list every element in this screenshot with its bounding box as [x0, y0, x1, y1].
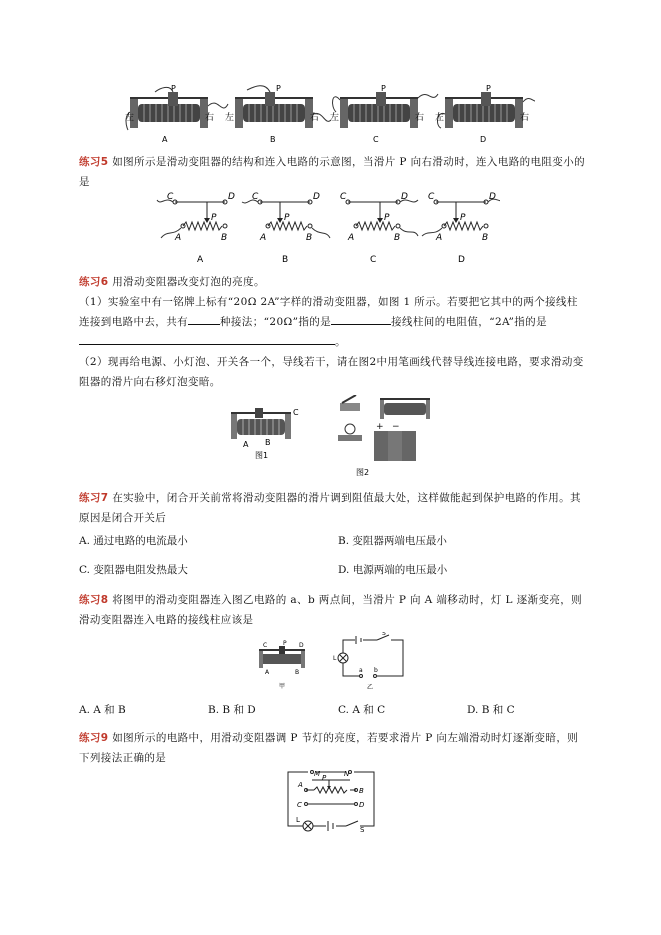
ex5-c-terminal-b: B	[394, 233, 401, 243]
exercise-6-label: 练习6	[79, 276, 109, 288]
bulb-icon	[338, 424, 362, 441]
exercise-7-label: 练习7	[79, 492, 109, 504]
ex9-label-b: B	[359, 787, 364, 795]
ex8-caption-yi: 乙	[367, 684, 374, 691]
ex5-option-d: D	[458, 255, 465, 265]
ex8-label-c: C	[263, 642, 268, 649]
top-right-label-b: 右	[310, 113, 320, 123]
ex6-q1-part-c: 接线柱间的电阻值，“2A”指的是	[391, 316, 547, 328]
top-option-c: C	[373, 135, 379, 144]
ex9-label-n: N	[344, 770, 350, 778]
ex5-d-p: P	[460, 213, 466, 223]
ex8-label-s: S	[382, 632, 386, 637]
ex5-c-terminal-d: D	[401, 192, 408, 202]
exercise-9-label: 练习9	[79, 732, 109, 744]
ex7-option-b[interactable]: B. 变阻器两端电压最小	[338, 535, 447, 547]
ex6-q1-part-a: （1）实验室中有一铭牌上标有“20Ω 2A”字样的滑动变阻器，如图 1 所示。若要把它其中的两个接线柱连接到电路中去，共有	[79, 296, 578, 328]
ex5-option-c: C	[370, 255, 377, 265]
ex8-label-l: L	[333, 655, 337, 662]
ex5-c-terminal-a: A	[348, 233, 355, 243]
ex9-label-s: S	[360, 826, 365, 834]
top-left-label-d: 左	[435, 113, 445, 123]
exercise-9-question: 如图所示的电路中，用滑动变阻器调 P 节灯的亮度，若要求滑片 P 向左端滑动时灯逐渐变暗，则下列接法正确的是	[79, 732, 579, 764]
exercise-7-text	[79, 488, 587, 528]
ex8-option-d[interactable]: D. B 和 C	[467, 704, 515, 716]
ex6-figure-1	[225, 405, 305, 460]
exercise-5-label: 练习5	[79, 156, 109, 168]
ex6-blank-2[interactable]	[331, 312, 391, 325]
ex8-label-p: P	[283, 640, 287, 647]
top-p-label-a: P	[171, 84, 176, 93]
ex9-label-m: M	[314, 770, 321, 778]
ex6-fig1-caption: 图1	[255, 451, 269, 460]
top-option-a: A	[162, 135, 168, 144]
ex8-label-b-lower: b	[374, 667, 378, 674]
exercise-5-question: 如图所示是滑动变阻器的结构和连入电路的示意图，当滑片 P 向右滑动时，连入电路的电阻变小的是	[79, 156, 585, 188]
ex5-d-terminal-d: D	[489, 192, 496, 202]
ex5-a-p: P	[211, 213, 217, 223]
exercise-8-question: 将图甲的滑动变阻器连入图乙电路的 a、b 两点间，当滑片 P 向 A 端移动时，灯 L 逐渐变亮，则滑动变阻器连入电路的接线柱应该是	[79, 594, 583, 626]
top-option-b: B	[270, 135, 276, 144]
ex6-fig1-label-c: C	[293, 408, 299, 417]
ex5-b-terminal-c: C	[252, 192, 259, 202]
ex5-b-terminal-a: A	[260, 233, 267, 243]
ex7-option-c[interactable]: C. 变阻器电阻发热最大	[79, 564, 188, 576]
ex5-b-terminal-b: B	[306, 233, 313, 243]
ex8-label-a-lower: a	[359, 667, 363, 674]
exercise-8-label: 练习8	[79, 594, 109, 606]
battery-icon	[374, 422, 416, 461]
ex5-diagram-a	[157, 192, 235, 265]
ex5-a-terminal-a: A	[175, 233, 182, 243]
top-p-label-c: P	[381, 84, 386, 93]
ex8-caption-jia: 甲	[279, 683, 286, 690]
ex8-label-d: D	[299, 642, 304, 649]
ex8-circuit-yi	[333, 632, 403, 691]
ex8-option-b[interactable]: B. B 和 D	[208, 704, 256, 716]
ex9-label-c: C	[297, 801, 302, 809]
exercise-8-text	[79, 590, 587, 630]
ex5-diagram-c	[340, 192, 418, 265]
exercise-5-figure	[150, 192, 500, 267]
ex9-label-p: P	[322, 774, 327, 782]
ex9-circuit-figure	[282, 766, 382, 834]
ex6-blank-1[interactable]	[188, 312, 220, 325]
ex5-a-terminal-c: C	[167, 192, 174, 202]
ex5-a-terminal-d: D	[228, 192, 235, 202]
exercise-6-q2: （2）现再给电源、小灯泡、开关各一个，导线若干，请在图2中用笔画线代替导线连接电路，要求滑动变阻器的滑片向右移灯泡变暗。	[79, 356, 584, 388]
top-option-d: D	[480, 135, 487, 144]
ex5-option-a: A	[197, 255, 204, 265]
top-left-label-c: 左	[330, 113, 340, 123]
ex5-b-terminal-d: D	[313, 192, 320, 202]
ex6-blank-3[interactable]	[79, 332, 335, 345]
top-right-label-a: 右	[205, 113, 215, 123]
exercise-6-q1	[79, 292, 587, 352]
rheostat-a-drawing	[126, 87, 228, 130]
ex6-fig1-label-b: B	[265, 438, 271, 447]
ex6-fig2-caption: 图2	[356, 468, 370, 477]
exercise-6-title: 用滑动变阻器改变灯泡的亮度。	[108, 276, 265, 288]
ex7-option-d[interactable]: D. 电源两端的电压最小	[338, 564, 448, 576]
top-right-label-d: 右	[520, 113, 530, 123]
exercise-5-text	[79, 152, 587, 192]
exercise-7-question: 在实验中，闭合开关前常将滑动变阻器的滑片调到阻值最大处，这样做能起到保护电路的作用。其原因是闭合开关后	[79, 492, 581, 524]
ex8-figure	[255, 632, 415, 692]
ex5-diagram-d	[422, 192, 500, 265]
ex5-c-terminal-c: C	[340, 192, 347, 202]
ex6-figure-2	[330, 395, 435, 480]
ex5-a-terminal-b: B	[221, 233, 228, 243]
ex5-b-p: P	[284, 213, 290, 223]
top-rheostat-figure	[125, 78, 535, 148]
exercise-9-text	[79, 728, 587, 768]
ex5-c-p: P	[384, 213, 390, 223]
top-p-label-b: P	[276, 84, 281, 93]
ex7-option-a[interactable]: A. 通过电路的电流最小	[79, 535, 188, 547]
ex8-label-a: A	[265, 669, 270, 676]
switch-icon	[340, 395, 360, 411]
svg-text:−: −	[392, 422, 400, 432]
top-right-label-c: 右	[415, 113, 425, 123]
exercise-6-title-line	[79, 272, 587, 292]
ex6-q1-end: 。	[335, 336, 346, 348]
ex6-fig1-label-a: A	[243, 440, 249, 449]
rheostat-icon	[380, 399, 430, 419]
ex9-label-a: A	[298, 781, 303, 789]
ex6-q1-part-b: 种接法；“20Ω”指的是	[220, 316, 332, 328]
ex5-d-terminal-c: C	[428, 192, 435, 202]
svg-text:+: +	[376, 422, 384, 432]
ex9-label-d: D	[359, 801, 365, 809]
top-left-label-a: 左	[125, 113, 135, 123]
ex8-label-b: B	[295, 669, 300, 676]
ex5-d-terminal-a: A	[436, 233, 443, 243]
ex8-option-c[interactable]: C. A 和 C	[338, 704, 386, 716]
top-left-label-b: 左	[225, 113, 235, 123]
ex5-diagram-b	[242, 192, 330, 265]
ex5-option-b: B	[282, 255, 289, 265]
ex8-rheostat-jia	[259, 640, 305, 690]
ex5-d-terminal-b: B	[482, 233, 489, 243]
top-p-label-d: P	[486, 84, 491, 93]
ex9-label-l: L	[296, 816, 300, 824]
ex8-option-a[interactable]: A. A 和 B	[79, 704, 126, 716]
